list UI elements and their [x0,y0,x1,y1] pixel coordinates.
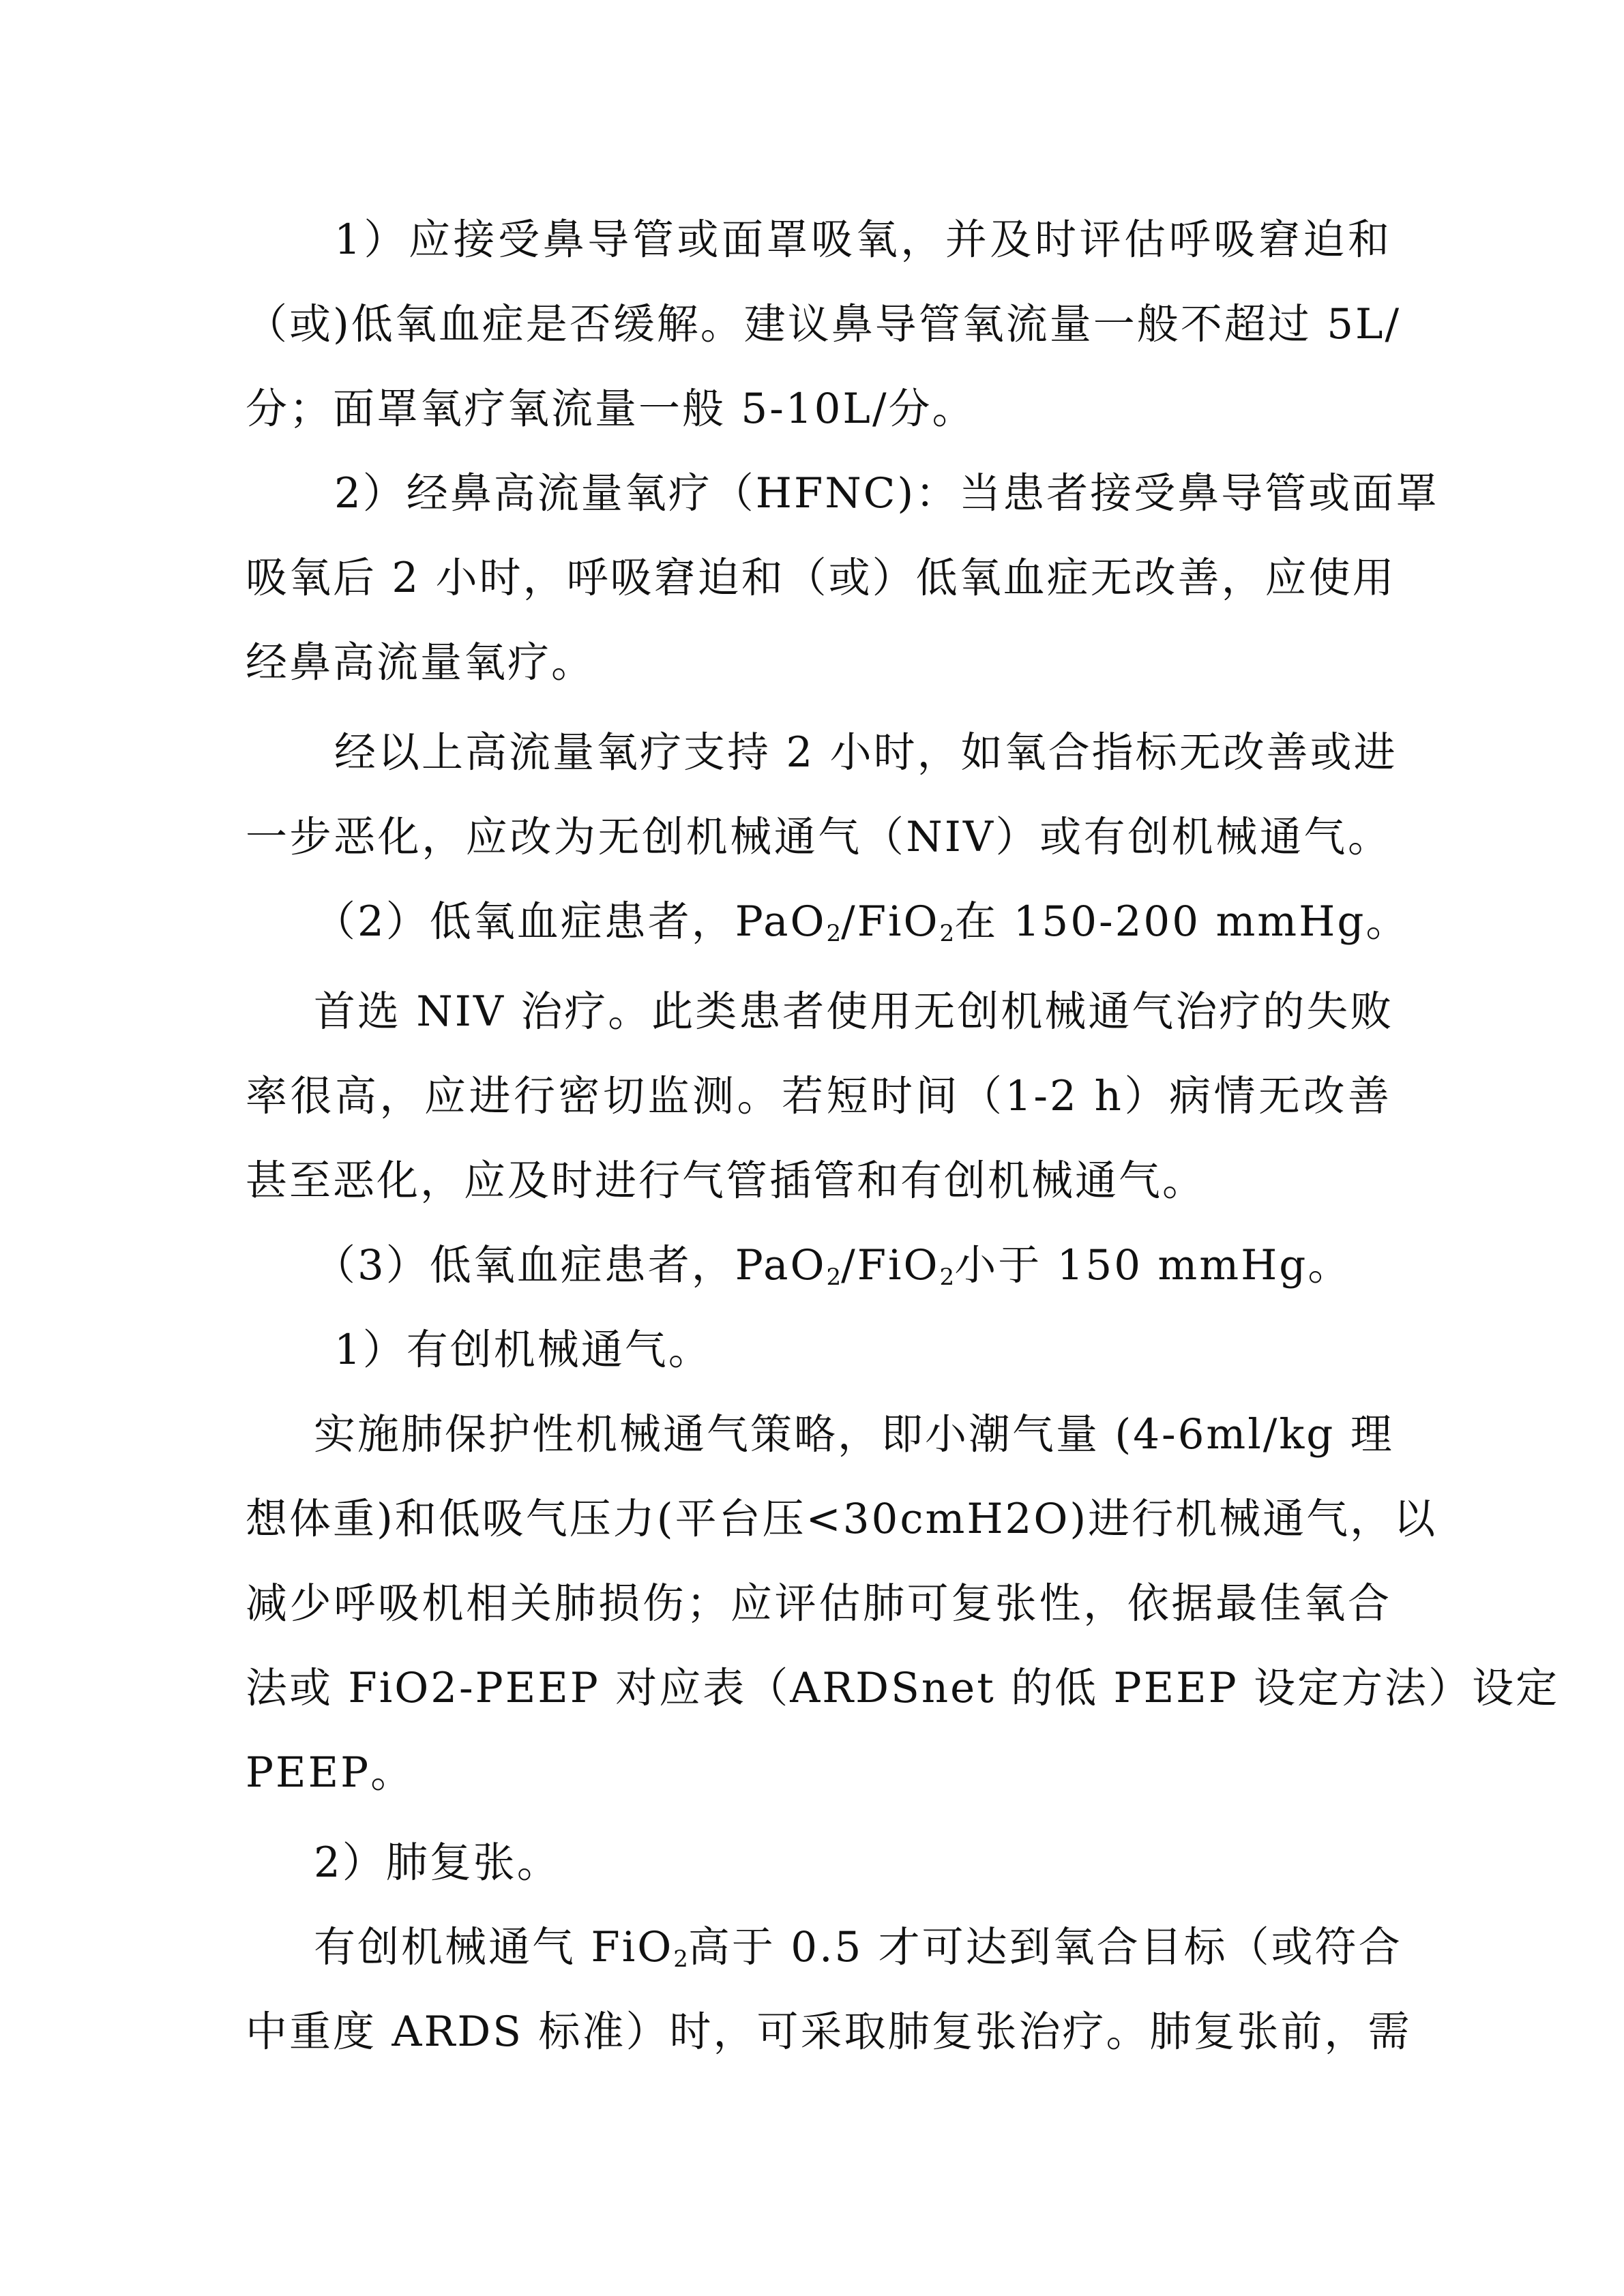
text-line: 首选 NIV 治疗。此类患者使用无创机械通气治疗的失败 [314,987,1394,1036]
text-line: 吸氧后 2 小时，呼吸窘迫和（或）低氧血症无改善，应使用 [246,554,1396,602]
text-line: 2）肺复张。 [314,1838,561,1887]
text-segment: 在 150-200 mmHg。 [954,897,1410,946]
text-line: 法或 FiO2-PEEP 对应表（ARDSnet 的低 PEEP 设定方法）设定 [246,1664,1560,1712]
text-line: 经以上高流量氧疗支持 2 小时，如氧合指标无改善或进 [334,728,1398,777]
text-segment: 有创机械通气 FiO [314,1923,674,1971]
subscript: 2 [826,1264,842,1291]
text-line: 减少呼吸机相关肺损伤；应评估肺可复张性，依据最佳氧合 [246,1579,1391,1628]
text-line: 2）经鼻高流量氧疗（HFNC)：当患者接受鼻导管或面罩 [334,469,1440,518]
text-line: PEEP。 [246,1748,415,1797]
text-segment: 小于 150 mmHg。 [954,1241,1352,1289]
text-line: 一步恶化，应改为无创机械通气（NIV）或有创机械通气。 [246,813,1391,861]
subscript: 2 [673,1945,688,1973]
text-line: 分；面罩氧疗氧流量一般 5-10L/分。 [246,385,976,433]
text-line-formula [314,895,1410,949]
text-line: （或)低氧血症是否缓解。建议鼻导管氧流量一般不超过 5L/ [246,300,1402,348]
text-line: 经鼻高流量氧疗。 [246,638,595,687]
text-line-formula [314,1920,1402,1975]
text-line: 想体重)和低吸气压力(平台压<30cmH2O)进行机械通气，以 [246,1495,1438,1543]
subscript: 2 [826,920,842,947]
text-line: 率很高，应进行密切监测。若短时间（1-2 h）病情无改善 [246,1072,1391,1120]
text-segment: 高于 0.5 才可达到氧合目标（或符合 [688,1923,1402,1971]
subscript: 2 [939,920,955,947]
text-line: 1）有创机械通气。 [334,1326,712,1374]
text-line: 1）应接受鼻导管或面罩吸氧，并及时评估呼吸窘迫和 [334,215,1391,264]
text-segment: /FiO [841,897,940,946]
text-line-formula [314,1238,1391,1293]
text-line: 中重度 ARDS 标准）时，可采取肺复张治疗。肺复张前，需 [246,2008,1412,2056]
text-line: 实施肺保护性机械通气策略，即小潮气量 (4-6ml/kg 理 [314,1410,1394,1459]
text-line: 甚至恶化，应及时进行气管插管和有创机械通气。 [246,1157,1207,1205]
text-segment: /FiO [841,1241,940,1289]
text-segment: （3）低氧血症患者，PaO [314,1241,827,1289]
text-segment: （2）低氧血症患者，PaO [314,897,827,946]
subscript: 2 [939,1264,955,1291]
